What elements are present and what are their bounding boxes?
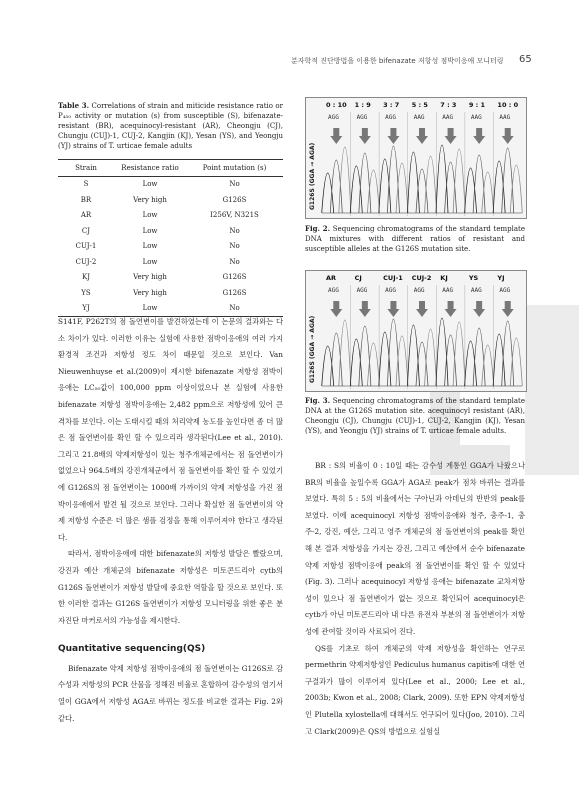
chromatogram-peak (359, 326, 371, 386)
chromatogram-peak (510, 165, 522, 213)
arrow-down-icon (502, 301, 514, 317)
arrow-down-icon (445, 301, 457, 317)
lane-label: YS (468, 274, 479, 282)
table-cell: BR (80, 195, 92, 204)
column-header: Strain (75, 163, 97, 172)
lane-label: KJ (440, 274, 448, 282)
table-cell: Low (142, 304, 158, 313)
arrow-down-icon (416, 128, 428, 144)
table-cell: I256V, N321S (210, 211, 259, 220)
sequence-label: AAG (442, 114, 454, 121)
chromatogram-peak (510, 338, 522, 386)
arrow-down-icon (359, 128, 371, 144)
table3-header-row (58, 160, 283, 177)
table-cell: Very high (133, 288, 167, 297)
arrow-down-icon (473, 128, 485, 144)
left-body (58, 314, 283, 727)
chromatogram-peak (453, 322, 465, 386)
chromatogram-peak (436, 145, 448, 213)
paragraph: 따라서, 점박이응애에 대한 bifenazate의 저항성 발달은 빨랐으며, 강진과 예산 개체군의 bifenazate 저항성은 미토콘드리아 cytb의 G126S 돌연변이가 저항성 발달에 중요한 역할을 할 것으로 보인다. 또한 이러한 결과는 G126S 돌연변이가 저항성 모니터링을 위한 좋은 분자진단 마커로서의 가능성을 제시한다. (58, 549, 283, 625)
table-row (58, 239, 283, 255)
table-row (58, 285, 283, 301)
table-cell: Low (142, 180, 158, 189)
lane-label: CUJ-2 (411, 274, 432, 282)
arrow-down-icon (330, 128, 342, 144)
arrow-down-icon (387, 301, 399, 317)
figure3-chromatogram (305, 270, 527, 392)
table-cell: No (229, 242, 240, 251)
sequence-label: AGG (385, 114, 396, 121)
chromatogram-peak (387, 146, 399, 213)
chromatogram-peak (396, 163, 408, 213)
chromatogram-peak (502, 148, 514, 213)
table-cell: KJ (81, 273, 91, 282)
table-cell: Very high (133, 273, 167, 282)
y-axis-label: G126S (GGA → AGA) (309, 315, 316, 383)
table-cell: G126S (222, 273, 247, 282)
paragraph: QS를 기초로 하여 개체군의 약제 저항성을 확인하는 연구로 permethrin 약제저항성인 Pediculus humanus capitis에 대한 연구결과가 많이 이루어져 있다(Lee et al., 2000; Lee et al., 2003b; Kwon et al., 2008; Clark, 2009). 또한 EPN 약제저항성인 Plutella xylostella에 대해서도 연구되어 있다(Joo, 2010). 그리고 Clark(2009)은 QS의 방법으로 실험실 (305, 643, 526, 736)
lane-label: 9 : 1 (468, 101, 486, 109)
lane-label: 5 : 5 (411, 101, 428, 109)
paragraph: BR : S의 비율이 0 : 10일 때는 감수성 계통인 GGA가 나왔으나 BR의 비율을 높일수록 GGA가 AGA로 peak가 점차 바뀌는 결과를 보였다. 특히 5 : 5의 비율에서는 구아닌과 아데닌의 반반의 peak를 보였다. 이에 acequinocyl 저항성 점박이응애와 청주, 충주-1, 충주-2, 강진, 예산, 그리고 영주 개체군의 점 돌연변이의 peak를 확인해 본 결과 저항성을 가지는 강진, 그리고 예산에서 순수 bifenazate 약제 저항성 점박이응애 peak의 점 돌연변이를 확인 할 수 있었다(Fig. 3). 그러나 acequinocyl 저항성 응애는 bifenazate 교차저항성이 있으나 점 돌연변이가 없는 것으로 확인되어 acequinocyl은 cytb가 아닌 미토콘드리아 내 다른 유전자 부분의 점 돌연변이가 저항성에 관여할 것이라 사료되어 진다. (305, 461, 525, 636)
arrow-down-icon (445, 128, 457, 144)
table-row (58, 254, 283, 270)
chromatogram-peak (339, 147, 351, 213)
arrow-down-icon (416, 301, 428, 317)
table-cell: Low (142, 226, 158, 235)
column-header: Point mutation (s) (202, 163, 267, 172)
chromatogram-peak (339, 320, 351, 386)
chromatogram-peak (359, 153, 371, 213)
table-cell: No (229, 257, 240, 266)
chromatogram-peak (502, 321, 514, 386)
table-row (58, 223, 283, 239)
table-cell: No (229, 226, 240, 235)
chromatogram-peak (407, 325, 419, 386)
chromatogram-peak (436, 318, 448, 386)
chromatogram-peak (396, 336, 408, 386)
table-cell: YS (81, 288, 91, 297)
table-cell: Very high (133, 195, 167, 204)
arrow-down-icon (387, 128, 399, 144)
section-title: Quantitative sequencing(QS) (58, 644, 206, 655)
sequence-label: AGG (356, 114, 368, 121)
chromatogram-peak (425, 156, 437, 213)
arrow-down-icon (359, 301, 371, 317)
lane-label: YJ (497, 274, 505, 282)
arrow-down-icon (473, 301, 485, 317)
lane-label: 10 : 0 (497, 101, 519, 109)
chromatogram-peak (367, 343, 379, 386)
table-cell: Low (142, 257, 158, 266)
table-cell: CUJ-2 (75, 257, 97, 266)
table-cell: S (83, 180, 89, 189)
chromatogram-peak (407, 152, 419, 213)
table-cell: No (229, 304, 240, 313)
y-axis-label: G126S (GGA → AGA) (309, 142, 316, 210)
page-number: 65 (519, 54, 532, 65)
table-cell: G126S (222, 288, 247, 297)
sequence-label: AGG (385, 287, 396, 294)
figure2-caption-label: Fig. 2. (305, 224, 331, 233)
lane-label: 7 : 3 (440, 101, 457, 109)
lane-label: 1 : 9 (354, 101, 371, 109)
table-row (58, 208, 283, 224)
paragraph: Bifenazate 약제 저항성 점박이응애의 점 돌연변이는 G126S로 감수성과 저항성의 PCR 산물을 정해진 비율로 혼합하여 감수성의 염기서열이 GGA에서 저항성 AGA로 바뀌는 정도를 비교한 결과는 Fig. 2와 같다. (58, 663, 283, 723)
figure2-caption (305, 224, 525, 254)
table-cell: Low (142, 242, 158, 251)
running-title: 분자학적 진단방법을 이용한 bifenazate 저항성 점박이응애 모니터링 (291, 57, 504, 65)
figure3-caption-label: Fig. 3. (305, 396, 331, 405)
table3-caption (58, 101, 283, 151)
table-cell: Low (142, 211, 158, 220)
column-header: Resistance ratio (121, 163, 179, 172)
lane-label: 3 : 7 (383, 101, 400, 109)
right-body (305, 458, 525, 740)
table3-caption-text: Correlations of strain and miticide resistance ratio or P₄₅₀ activity or mutation (s) from susceptible (S), bifenazate-resistant (BR), acequinocyl-resistant (AR), Cheongju (CJ), Chungju (CUJ)-1, CUJ-2, Kangjin (KJ), Yesan (YS), and Yeongju (YJ) strains of T. urticae female adults (58, 102, 283, 150)
table-cell: G126S (222, 195, 247, 204)
sequence-label: AAG (499, 114, 511, 121)
figure2-chromatogram (305, 97, 527, 219)
table-row (58, 270, 283, 286)
table-row (58, 192, 283, 208)
lane-label: AR (326, 274, 337, 282)
arrow-down-icon (330, 301, 342, 317)
chromatogram-peak (482, 345, 494, 386)
sequence-label: AGG (499, 287, 511, 294)
chromatogram-peak (453, 149, 465, 213)
sequence-label: AGG (328, 114, 339, 121)
table-cell: No (229, 180, 240, 189)
table-cell: CUJ-1 (75, 242, 97, 251)
sequence-label: AAG (470, 287, 482, 294)
sequence-label: AAG (413, 114, 425, 121)
table3 (58, 159, 283, 317)
lane-label: CUJ-1 (383, 274, 403, 282)
figure3-caption (305, 396, 525, 436)
figure3-caption-text: Sequencing chromatograms of the standard template DNA at the G126S mutation site. acequinocyl resistant (AR), Cheongju (CJ), Chungju (CUJ)-1, CUJ-2, Kangjin (KJ), Yesan (YS), and Yeongju (YJ) strains of T. urticae female adults. (305, 397, 525, 435)
table-cell: YJ (82, 304, 90, 313)
figure2-caption-text: Sequencing chromatograms of the standard template DNA mixtures with different ratios of resistant and susceptible alleles at the G126S mutation site. (305, 225, 525, 253)
chromatogram-peak (367, 170, 379, 213)
lane-label: CJ (354, 274, 362, 282)
arrow-down-icon (502, 128, 514, 144)
table-row (58, 176, 283, 192)
lane-label: 0 : 10 (326, 101, 347, 109)
sequence-label: AAG (442, 287, 454, 294)
table-cell: CJ (81, 226, 91, 235)
chromatogram-peak (473, 328, 485, 386)
table3-caption-label: Table 3. (58, 101, 90, 110)
sequence-label: AGG (328, 287, 339, 294)
chromatogram-peak (482, 172, 494, 213)
sequence-label: AGG (356, 287, 368, 294)
sequence-label: AGG (413, 287, 425, 294)
table-cell: AR (80, 211, 92, 220)
chromatogram-peak (425, 329, 437, 386)
paragraph: S141F, P262T의 점 돌연변이를 발견하였는데 이 논문의 결과와는 다소 차이가 있다. 이러한 이유는 실험에 사용한 점박이응애의 여러 가지 환경적 조건과 저항성 정도 차이 때문일 것으로 보인다. Van Nieuwenhuyse et al.(2009)이 제시한 bifenazate 저항성 점박이응애는 LC₅₀값이 100,000 ppm 이상이었으나 본 실험에 사용한 bifenazate 저항성 점박이응애는 2,482 ppm으로 저항성에 있어 큰 격차를 보인다. 이는 도태시킬 때의 처리약제 농도를 높인다면 좀 더 많은 점 돌연변이를 확인 할 수 있으리라 생각된다(Lee et al., 2010). 그리고 21.8배의 약제저항성이 있는 청주개체군에서는 점 돌연변이가 없었으나 964.5배의 강진개체군에서 점 돌연변이를 확인 할 수 있었기에 G126S의 점 돌연변이는 1000배 가까이의 약제 저항성을 가진 점박이응애에서 발견 될 것으로 보인다. 그러나 확실한 점 돌연변이의 약제 저항성 수준은 더 많은 샘플 검정을 통해 이루어져야 한다고 생각된다. (58, 317, 283, 542)
chromatogram-peak (473, 155, 485, 213)
sequence-label: AAG (470, 114, 482, 121)
chromatogram-peak (387, 319, 399, 386)
